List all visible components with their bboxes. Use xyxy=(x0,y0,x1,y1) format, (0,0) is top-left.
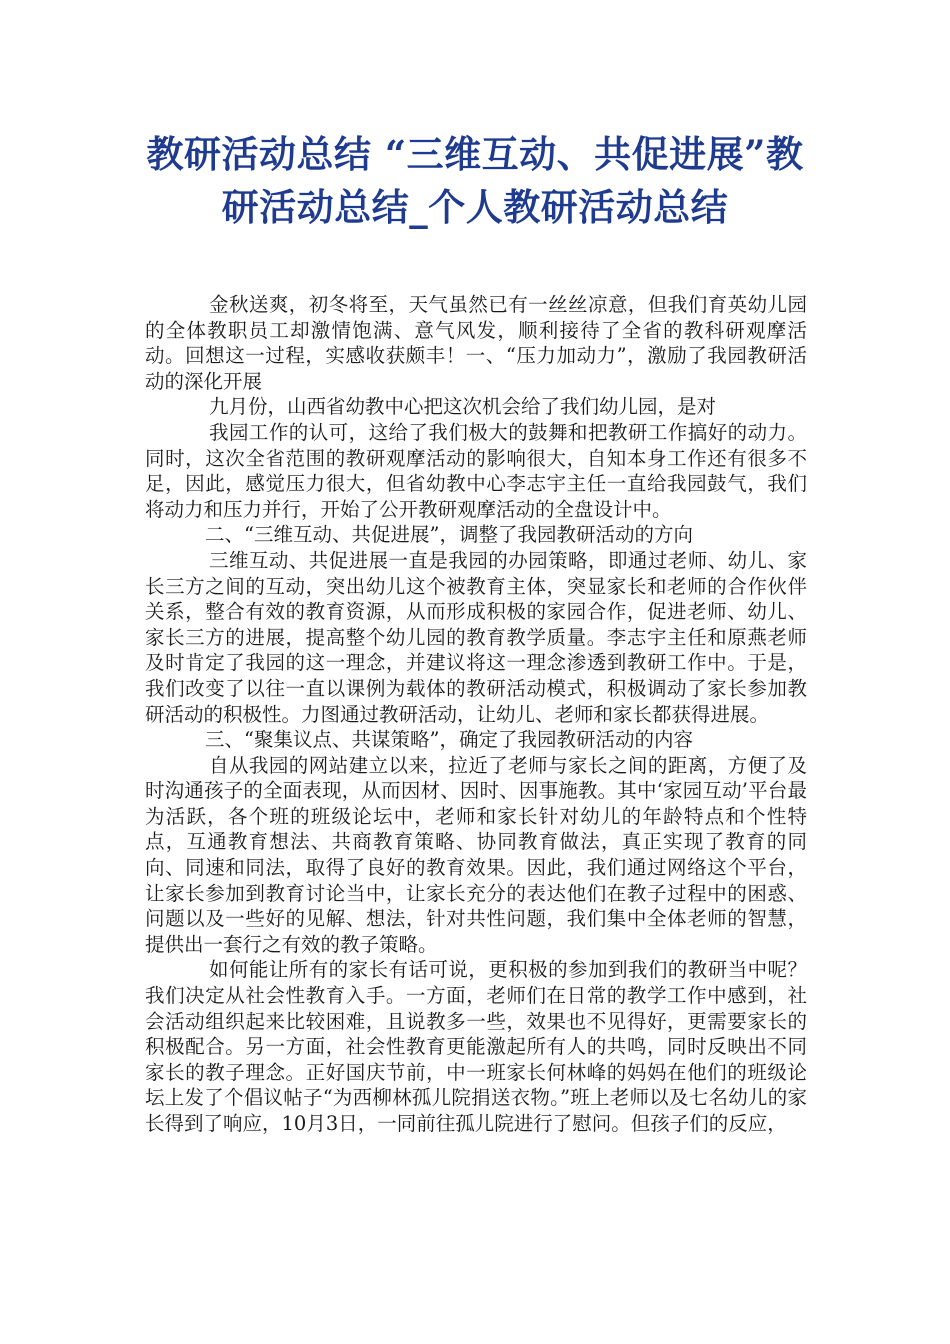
document-body xyxy=(145,292,807,1137)
document-title: 教研活动总结 “三维互动、共促进展”教研活动总结_个人教研活动总结 xyxy=(146,132,804,229)
paragraph-recognition: 我园工作的认可，这给了我们极大的鼓舞和把教研工作搞好的动力。同时，这次全省范围的教研观摩活动的影响很大，自知本身工作还有很多不足，因此，感觉压力很大，但省幼教中心李志宇主任一直给我园鼓气，我们将动力和压力并行，开始了公开教研观摩活动的全盘设计中。 xyxy=(145,420,807,521)
paragraph-social-education: 如何能让所有的家长有话可说，更积极的参加到我们的教研当中呢？我们决定从社会性教育入手。一方面，老师们在日常的教学工作中感到，社会活动组织起来比较困难，且说教多一些，效果也不见得好，更需要家长的积极配合。另一方面，社会性教育更能激起所有人的共鸣，同时反映出不同家长的教子理念。正好国庆节前，中一班家长何林峰的妈妈在他们的班级论坛上发了个倡议帖子“为西柳林孤儿院捐送衣物。”班上老师以及七名幼儿的家长得到了响应，10月3日，一同前往孤儿院进行了慰问。但孩子们的反应， xyxy=(145,958,807,1135)
paragraph-website: 自从我园的网站建立以来，拉近了老师与家长之间的距离，方便了及时沟通孩子的全面表现，从而因材、因时、因事施教。其中‘家园互动’平台最为活跃，各个班的班级论坛中，老师和家长针对幼儿的年龄特点和个性特点，互通教育想法、共商教育策略、协同教育做法，真正实现了教育的同向、同速和同法，取得了良好的教育效果。因此，我们通过网络这个平台，让家长参加到教育讨论当中，让家长充分的表达他们在教子过程中的困惑、问题以及一些好的见解、想法，针对共性问题，我们集中全体老师的智慧，提供出一套行之有效的教子策略。 xyxy=(145,753,807,956)
paragraph-strategy: 三维互动、共促进展一直是我园的办园策略，即通过老师、幼儿、家长三方之间的互动，突出幼儿这个被教育主体，突显家长和老师的合作伙伴关系，整合有效的教育资源，从而形成积极的家园合作，促进老师、幼儿、家长三方的进展，提高整个幼儿园的教育教学质量。李志宇主任和原燕老师及时肯定了我园的这一理念，并建议将这一理念渗透到教研工作中。于是，我们改变了以往一直以课例为载体的教研活动模式，积极调动了家长参加教研活动的积极性。力图通过教研活动，让幼儿、老师和家长都获得进展。 xyxy=(145,548,807,726)
paragraph-september: 九月份，山西省幼教中心把这次机会给了我们幼儿园，是对 xyxy=(209,395,717,419)
section-heading-three: 三、“聚集议点、共谋策略”，确定了我园教研活动的内容 xyxy=(205,728,693,752)
section-heading-two: 二、“三维互动、共促进展”，调整了我园教研活动的方向 xyxy=(205,523,693,547)
paragraph-intro: 金秋送爽，初冬将至，天气虽然已有一丝丝凉意，但我们育英幼儿园的全体教职员工却激情饱满、意气风发，顺利接待了全省的教科研观摩活动。回想这一过程，实感收获颇丰！一、“压力加动力”，激励了我园教研活动的深化开展 xyxy=(145,293,807,393)
